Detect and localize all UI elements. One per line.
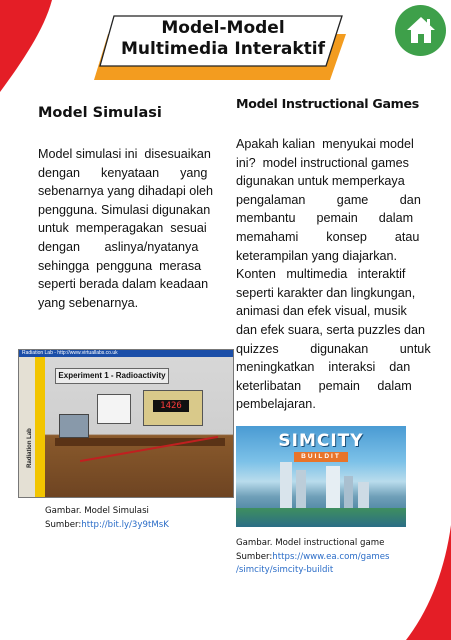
corner-decoration-top-left: [0, 0, 60, 95]
left-paragraph-line: pengguna. Simulasi digunakan: [38, 202, 211, 217]
right-paragraph-line: memahami konsep atau: [236, 229, 420, 244]
simcity-tower-4: [344, 476, 353, 512]
page-title: [100, 18, 346, 60]
left-paragraph-line: Model simulasi ini disesuaikan: [38, 147, 211, 161]
right-paragraph-line: pembelajaran.: [236, 397, 316, 412]
left-paragraph-line: dengan kenyataan yang: [38, 165, 208, 180]
sim-side-label: Radiation Lab: [26, 428, 33, 468]
right-paragraph-line: digunakan untuk memperkaya: [236, 174, 405, 189]
left-paragraph-line: sehingga pengguna merasa: [38, 258, 202, 273]
title-line-2: Multimedia Interaktif: [120, 39, 326, 59]
home-button[interactable]: [395, 5, 446, 56]
simcity-tower-1: [280, 462, 292, 512]
left-caption: [45, 505, 235, 532]
left-paragraph-line: untuk memperagakan sesuai: [38, 221, 207, 236]
sim-window-title: Radiation Lab - http://www.virtuallabs.co.uk: [22, 350, 118, 356]
right-heading: Model Instructional Games: [236, 96, 419, 111]
right-paragraph-line: ini? model instructional games: [236, 155, 409, 170]
right-caption-link-2[interactable]: /simcity/simcity-buildit: [236, 565, 334, 575]
simcity-shore: [236, 508, 406, 527]
simcity-tower-3: [326, 466, 340, 512]
sim-meter: [97, 394, 131, 424]
left-caption-title: Gambar. Model Simulasi: [45, 506, 149, 516]
right-paragraph-line: Konten multimedia interaktif: [236, 267, 406, 282]
simulation-screenshot: [18, 349, 234, 498]
simcity-logo-sub: BUILDIT: [294, 452, 348, 462]
left-paragraph-line: dengan aslinya/nyatanya: [38, 239, 199, 254]
right-paragraph-line: keterlibatan pemain dalam: [236, 378, 412, 393]
right-paragraph-line: dan efek suara, serta puzzles dan: [236, 322, 426, 337]
sim-counter-reading: 1426: [153, 400, 189, 412]
left-paragraph: [38, 145, 218, 312]
left-caption-prefix: Sumber:: [45, 519, 82, 530]
left-paragraph-line: seperti berada dalam keadaan: [38, 277, 209, 292]
simcity-logo: SIMCITY: [278, 431, 364, 451]
left-heading: Model Simulasi: [38, 105, 162, 121]
right-caption-title: Gambar. Model instructional game: [236, 538, 385, 548]
right-paragraph-line: Apakah kalian menyukai model: [236, 137, 414, 151]
sim-source: [59, 414, 89, 438]
right-paragraph-line: pengalaman game dan: [236, 192, 421, 207]
sim-side-strip: [35, 357, 45, 497]
right-paragraph-line: keterampilan yang diajarkan.: [236, 248, 398, 263]
simcity-tower-2: [296, 470, 306, 512]
right-paragraph: [236, 135, 431, 414]
right-paragraph-line: animasi dan efek visual, musik: [236, 304, 407, 319]
right-paragraph-line: meningkatkan interaksi dan: [236, 360, 411, 375]
title-line-1: Model-Model: [161, 18, 285, 38]
right-caption-prefix: Sumber:: [236, 551, 273, 562]
right-paragraph-line: membantu pemain dalam: [236, 211, 414, 226]
left-caption-link[interactable]: http://bit.ly/3y9tMsK: [81, 519, 169, 530]
left-paragraph-line: sebenarnya yang dihadapi oleh: [38, 184, 214, 199]
home-icon: [405, 14, 437, 46]
left-paragraph-line: yang sebenarnya.: [38, 295, 139, 310]
right-paragraph-line: seperti karakter dan lingkungan,: [236, 285, 416, 300]
right-caption-link-1[interactable]: https://www.ea.com/games: [272, 551, 390, 562]
right-paragraph-line: quizzes digunakan untuk: [236, 341, 431, 356]
simcity-image: [236, 426, 406, 527]
sim-banner: Experiment 1 - Radioactivity: [55, 368, 169, 384]
right-caption: [236, 537, 416, 578]
